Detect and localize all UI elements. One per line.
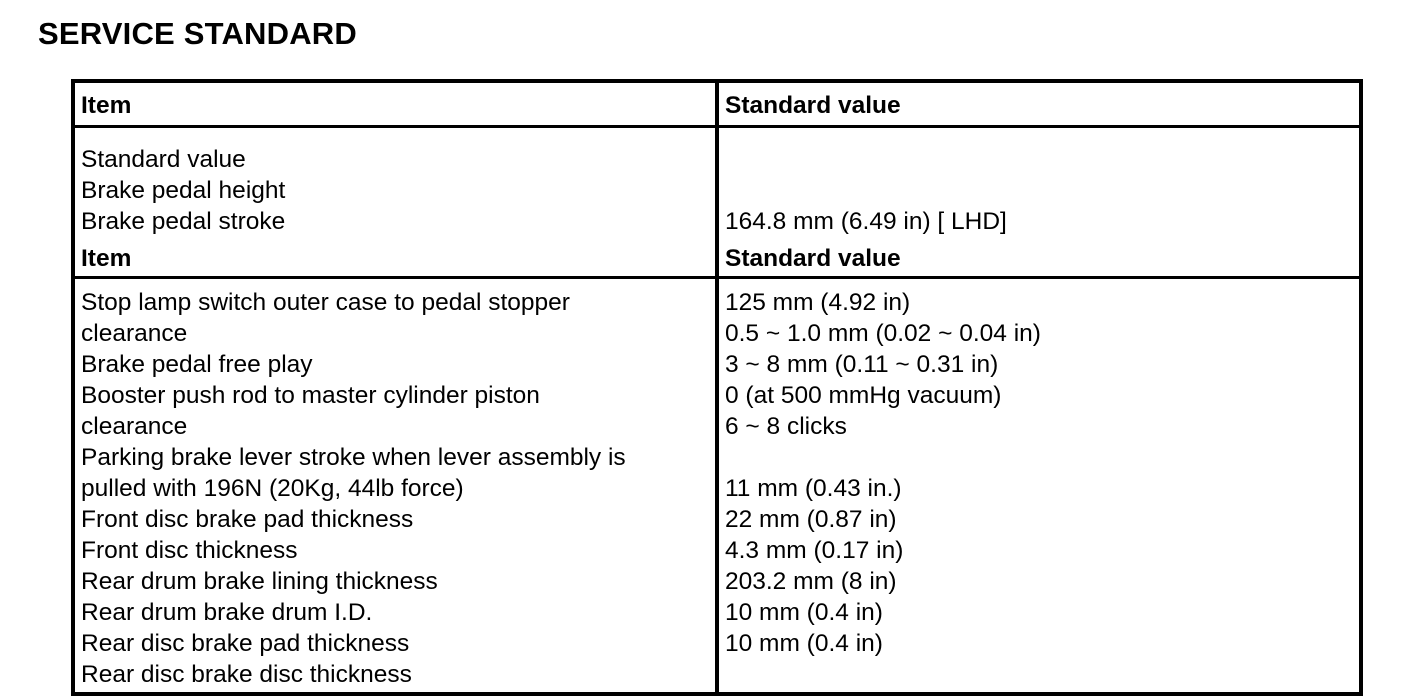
row1-item: Brake pedal height	[81, 177, 286, 204]
page-title: SERVICE STANDARD	[38, 16, 357, 51]
row2-value: 125 mm (4.92 in)	[725, 289, 911, 316]
row2-item: Rear disc brake disc thickness	[81, 661, 412, 688]
row2-value: 6 ~ 8 clicks	[725, 413, 847, 440]
row2-item: clearance	[81, 320, 188, 347]
row1-item: Brake pedal stroke	[81, 208, 286, 235]
row2-item: Front disc brake pad thickness	[81, 506, 414, 533]
row2-value: 10 mm (0.4 in)	[725, 630, 883, 657]
row2-item: Rear disc brake pad thickness	[81, 630, 410, 657]
row2-item: Brake pedal free play	[81, 351, 313, 378]
row2-item: clearance	[81, 413, 188, 440]
row2-item: Stop lamp switch outer case to pedal stopper	[81, 289, 570, 316]
column-divider	[715, 83, 719, 692]
sub-header-standard-value: Standard value	[725, 245, 901, 272]
row2-items	[81, 287, 626, 690]
row2-value: 10 mm (0.4 in)	[725, 599, 883, 626]
row2-value: 3 ~ 8 mm (0.11 ~ 0.31 in)	[725, 351, 999, 378]
row1-items	[81, 144, 285, 237]
row1-item: Standard value	[81, 146, 246, 173]
header-item: Item	[81, 92, 132, 119]
row2-values	[725, 287, 1041, 659]
row2-value: 11 mm (0.43 in.)	[725, 475, 902, 502]
service-standard-table	[71, 79, 1363, 696]
row2-item: Front disc thickness	[81, 537, 298, 564]
row2-value: 0.5 ~ 1.0 mm (0.02 ~ 0.04 in)	[725, 320, 1041, 347]
row2-item: pulled with 196N (20Kg, 44lb force)	[81, 475, 464, 502]
row1-value: 164.8 mm (6.49 in) [ LHD]	[725, 208, 1007, 235]
row2-value: 0 (at 500 mmHg vacuum)	[725, 382, 1002, 409]
row2-value: 22 mm (0.87 in)	[725, 506, 897, 533]
row2-item: Rear drum brake drum I.D.	[81, 599, 373, 626]
sub-header-item: Item	[81, 245, 132, 272]
row2-item: Booster push rod to master cylinder piston	[81, 382, 540, 409]
row2-item: Rear drum brake lining thickness	[81, 568, 438, 595]
row2-item: Parking brake lever stroke when lever assembly is	[81, 444, 626, 471]
row2-value	[725, 442, 1041, 473]
header-standard-value: Standard value	[725, 92, 901, 119]
row2-value: 203.2 mm (8 in)	[725, 568, 897, 595]
row2-value: 4.3 mm (0.17 in)	[725, 537, 904, 564]
